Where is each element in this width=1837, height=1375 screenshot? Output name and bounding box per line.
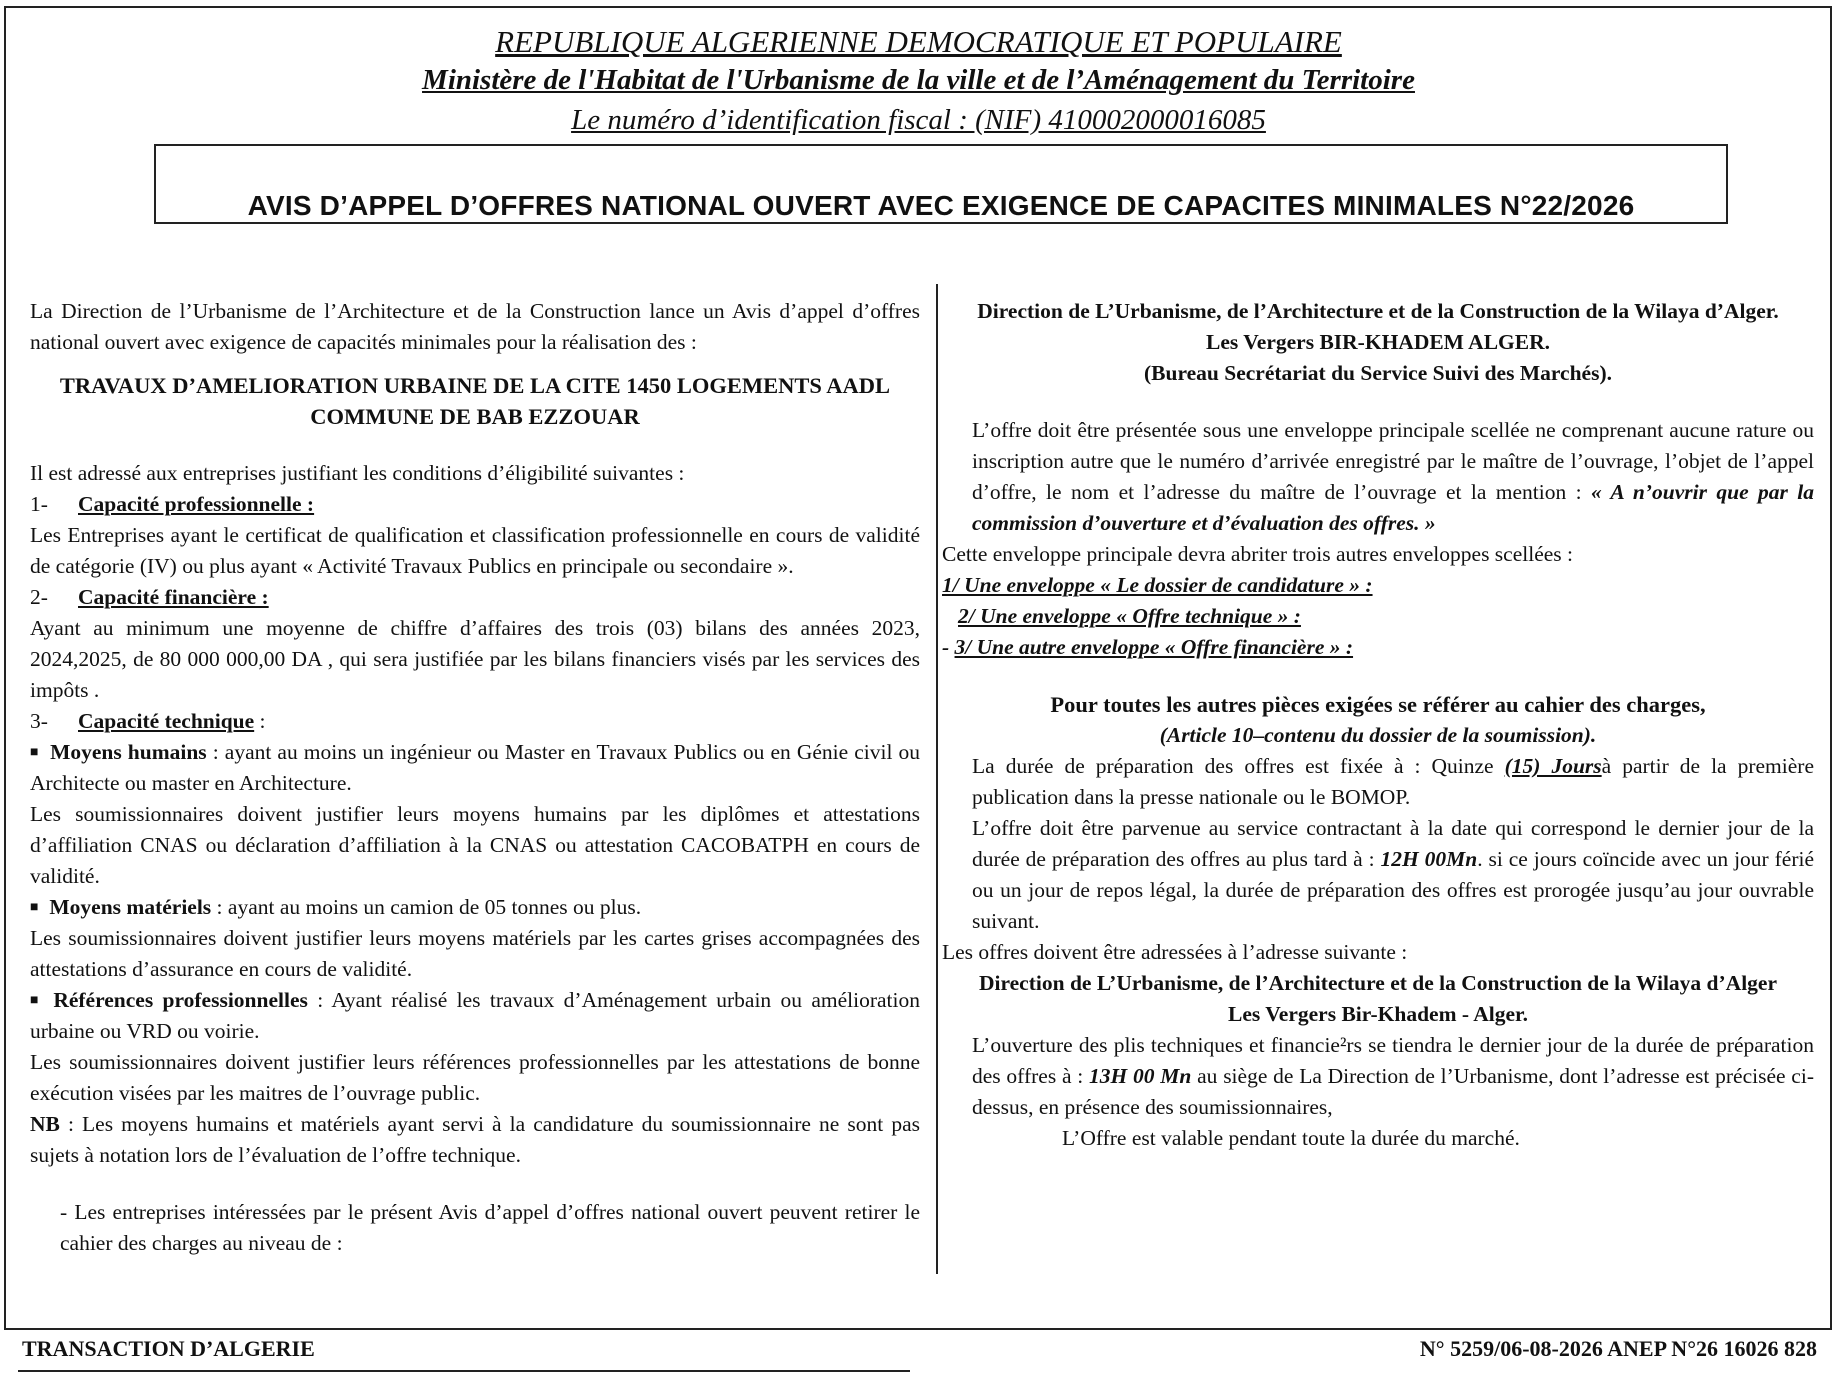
bullet-label: Moyens matériels bbox=[49, 895, 212, 919]
bullet-text: : ayant au moins un camion de 05 tonnes ou plus. bbox=[211, 895, 642, 919]
publication-reference: N° 5259/06-08-2026 ANEP N°26 16026 828 bbox=[1419, 1336, 1817, 1361]
duration-paragraph bbox=[942, 751, 1814, 813]
bullet-references bbox=[30, 985, 920, 1047]
envelope-2: 2/ Une enveloppe « Offre technique » : bbox=[958, 604, 1301, 628]
section-financial-text: Ayant au minimum une moyenne de chiffre d’affaires des trois (03) bilans des années 2023, 2024,2025, de 80 000 000,00 DA , qui sera justifiée par les bilans financiers visés par les services des impôts . bbox=[30, 616, 920, 702]
footer-rule bbox=[18, 1370, 910, 1372]
bullet-material-means bbox=[30, 892, 920, 923]
section-title: Capacité financière : bbox=[78, 585, 269, 609]
section-colon: : bbox=[254, 709, 266, 733]
envelope-3: 3/ Une autre enveloppe « Offre financière » : bbox=[954, 635, 1354, 659]
address1-line3: (Bureau Secrétariat du Service Suivi des Marchés). bbox=[1144, 361, 1612, 385]
references-justification: Les soumissionnaires doivent justifier leurs références professionnelles par les attestations de bonne exécution visées par les maitres de l’ouvrage public. bbox=[30, 1050, 920, 1105]
opening-paragraph bbox=[942, 1030, 1814, 1123]
section-professional-heading bbox=[30, 489, 920, 520]
section-number: 3- bbox=[30, 709, 48, 733]
deposit-text-a: L’offre doit être parvenue au service contractant à la date qui correspond le dernier jour de la durée de préparation des offres au plus tard à : bbox=[972, 816, 1814, 871]
section-number: 2- bbox=[30, 585, 48, 609]
deposit-time: 12H 00Mn bbox=[1380, 847, 1478, 871]
section-professional-text: Les Entreprises ayant le certificat de qualification et classification professionnelle en cours de validité de catégorie (IV) ou plus ayant « Activité Travaux Publics en principale ou secondaire ». bbox=[30, 523, 920, 578]
nb-note bbox=[30, 1109, 920, 1171]
publication-name: TRANSACTION D’ALGERIE bbox=[22, 1336, 315, 1361]
section-number: 1- bbox=[30, 492, 48, 516]
address2-line2: Les Vergers Bir-Khadem - Alger. bbox=[1228, 1002, 1528, 1026]
right-column bbox=[942, 296, 1814, 1154]
opening-text-c: au siège de La Direction de l’Urbanisme, dont l’adresse est précisée ci-dessus, en présence des soumissionnaires, bbox=[972, 1064, 1814, 1119]
nif-line: Le numéro d’identification fiscal : (NIF) 410002000016085 bbox=[571, 104, 1266, 136]
republic-heading: REPUBLIQUE ALGERIENNE DEMOCRATIQUE ET POPULAIRE bbox=[495, 24, 1342, 59]
envelope-1: 1/ Une enveloppe « Le dossier de candidature » : bbox=[942, 573, 1373, 597]
bullet-text: : ayant au moins un ingénieur ou Master en Travaux Publics ou en Génie civil ou Architecte ou master en Architecture. bbox=[30, 740, 920, 795]
ministry-heading: Ministère de l'Habitat de l'Urbanisme de la ville et de l’Aménagement du Territoire bbox=[422, 64, 1415, 96]
material-means-justification: Les soumissionnaires doivent justifier leurs moyens matériels par les cartes grises accompagnées des attestations d’assurance en cours de validité. bbox=[30, 926, 920, 981]
address2-line1: Direction de L’Urbanisme, de l’Architecture et de la Construction de la Wilaya d’Alger bbox=[978, 971, 1778, 995]
opening-time: 13H 00 Mn bbox=[1089, 1064, 1192, 1088]
section-financial-heading bbox=[30, 582, 920, 613]
column-divider bbox=[936, 284, 938, 1274]
address-intro: Les offres doivent être adressées à l’adresse suivante : bbox=[942, 940, 1408, 964]
deposit-text-c: . si ce jours coïncide avec un jour férié ou un jour de repos légal, la durée de préparation des offres est prorogée jusqu’au jour ouvrable suivant. bbox=[972, 847, 1814, 933]
envelope-text: L’offre doit être présentée sous une enveloppe principale scellée ne comprenant aucune rature ou inscription autre que le numéro d’arrivée enregistré par le maître de l’ouvrage, l’objet de l’appel d’offre, le nom et l’adresse du maître de l’ouvrage et la mention : bbox=[972, 418, 1814, 504]
envelope-2-line bbox=[942, 601, 1814, 632]
title-box bbox=[154, 144, 1728, 224]
section-technical-heading bbox=[30, 706, 920, 737]
bullet-text: : Ayant réalisé les travaux d’Aménagement urbain ou amélioration urbaine ou VRD ou voirie. bbox=[30, 988, 920, 1043]
envelope-mention: « A n’ouvrir que par la commission d’ouverture et d’évaluation des offres. » bbox=[972, 480, 1814, 535]
duration-text-a: La durée de préparation des offres est fixée à : Quinze bbox=[972, 754, 1505, 778]
section-title: Capacité professionnelle : bbox=[78, 492, 315, 516]
intro-paragraph: La Direction de l’Urbanisme de l’Architecture et de la Construction lance un Avis d’appel d’offres national ouvert avec exigence de capacités minimales pour la réalisation des : bbox=[30, 299, 920, 354]
square-bullet-icon: ■ bbox=[30, 900, 39, 915]
square-bullet-icon: ■ bbox=[30, 993, 39, 1008]
bullet-label: Références professionnelles bbox=[53, 988, 308, 1012]
validity-line: L’Offre est valable pendant toute la durée du marché. bbox=[1062, 1126, 1520, 1150]
envelope-contains: Cette enveloppe principale devra abriter trois autres enveloppes scellées : bbox=[942, 542, 1574, 566]
section-title: Capacité technique bbox=[78, 709, 255, 733]
address1-line1: Direction de L’Urbanisme, de l’Architecture et de la Construction de la Wilaya d’Alger. bbox=[977, 299, 1779, 323]
envelope-3-line bbox=[942, 632, 1814, 663]
notice-title: AVIS D’APPEL D’OFFRES NATIONAL OUVERT AVEC EXIGENCE DE CAPACITES MINIMALES N°22/2026 bbox=[247, 190, 1635, 221]
address1-line2: Les Vergers BIR-KHADEM ALGER. bbox=[1206, 330, 1550, 354]
nb-label: NB bbox=[30, 1112, 60, 1136]
project-title-line2: COMMUNE DE BAB EZZOUAR bbox=[310, 404, 640, 429]
square-bullet-icon: ■ bbox=[30, 745, 39, 760]
withdrawal-paragraph: - Les entreprises intéressées par le présent Avis d’appel d’offres national ouvert peuvent retirer le cahier des charges au niveau de : bbox=[60, 1200, 920, 1255]
eligibility-intro: Il est adressé aux entreprises justifiant les conditions d’éligibilité suivantes : bbox=[30, 461, 685, 485]
duration-text-c: à partir de la première publication dans la presse nationale ou le BOMOP. bbox=[972, 754, 1814, 809]
bullet-label: Moyens humains bbox=[50, 740, 207, 764]
envelope-paragraph bbox=[942, 415, 1814, 539]
pieces-line2: (Article 10–contenu du dossier de la soumission). bbox=[1159, 723, 1597, 747]
nb-text: : Les moyens humains et matériels ayant servi à la candidature du soumissionnaire ne sont pas sujets à notation lors de l’évaluation de l’offre technique. bbox=[30, 1112, 920, 1167]
bullet-human-means bbox=[30, 737, 920, 799]
duration-days: (15) Jours bbox=[1504, 754, 1602, 778]
opening-text-a: L’ouverture des plis techniques et financie²rs se tiendra le dernier jour de la durée de préparation des offres à : bbox=[972, 1033, 1814, 1088]
envelope-3-prefix: - bbox=[942, 635, 955, 659]
left-column bbox=[30, 296, 920, 1259]
project-title-line1: TRAVAUX D’AMELIORATION URBAINE DE LA CITE 1450 LOGEMENTS AADL bbox=[59, 373, 891, 398]
deposit-paragraph bbox=[942, 813, 1814, 937]
pieces-line1: Pour toutes les autres pièces exigées se référer au cahier des charges, bbox=[1050, 692, 1706, 717]
human-means-justification: Les soumissionnaires doivent justifier leurs moyens humains par les diplômes et attestations d’affiliation CNAS ou déclaration d’affiliation à la CNAS ou attestation CACOBATPH en cours de validité. bbox=[30, 802, 920, 888]
